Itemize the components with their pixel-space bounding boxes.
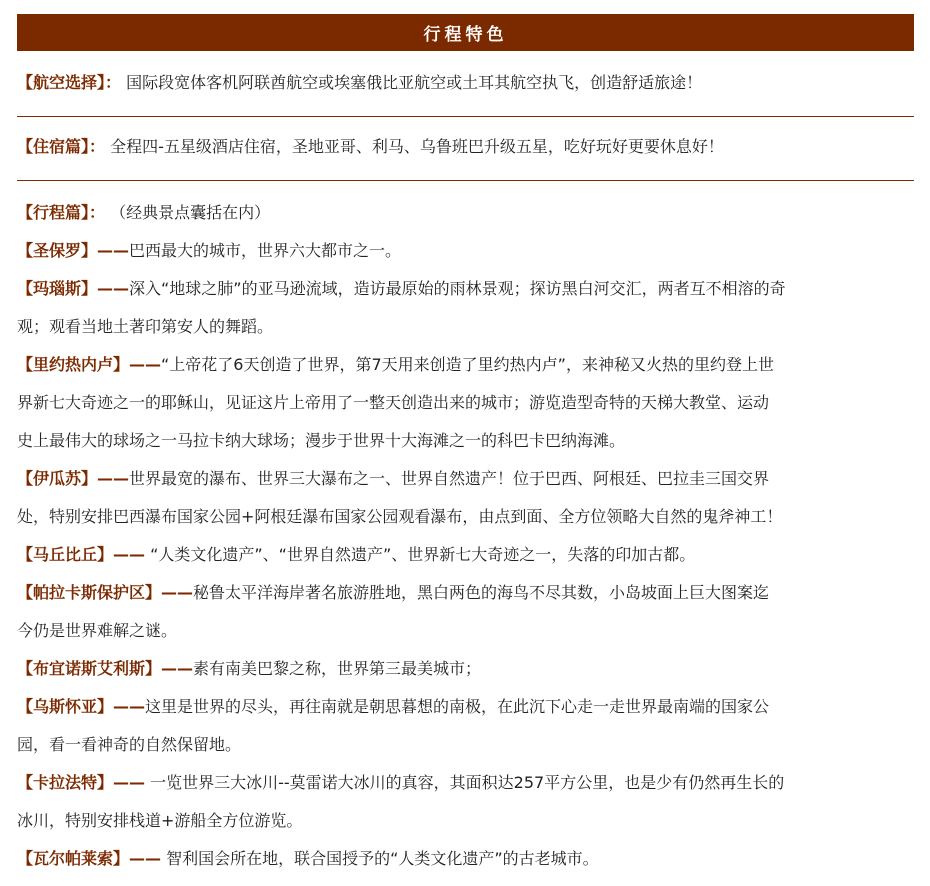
destination-line — [17, 498, 914, 536]
destination-text: 冰川，特别安排栈道+游船全方位游览。 — [17, 811, 303, 830]
lodging-separator: ： — [89, 137, 106, 156]
destination-line — [17, 384, 914, 422]
lodging-line — [17, 128, 914, 166]
destination-text: 观；观看当地土著印第安人的舞蹈。 — [17, 317, 274, 336]
destination-line — [17, 840, 914, 878]
destination-line — [17, 764, 914, 802]
destination-text: 史上最伟大的球场之一马拉卡纳大球场；漫步于世界十大海滩之一的科巴卡巴纳海滩。 — [17, 431, 626, 450]
destination-label: 【布宜诺斯艾利斯】 — [17, 659, 162, 678]
destination-line — [17, 346, 914, 384]
page-title: 行程特色 — [423, 25, 508, 45]
destination-dash: —— — [113, 697, 146, 716]
destination-dash: —— — [113, 545, 146, 564]
itinerary-section — [17, 194, 914, 878]
destination-line — [17, 536, 914, 574]
destination-item — [17, 232, 914, 270]
destination-label: 【圣保罗】 — [17, 241, 98, 260]
destination-text: 处，特别安排巴西瀑布国家公园+阿根廷瀑布国家公园观看瀑布，由点到面、全方位领略大自然的鬼斧神工！ — [17, 507, 783, 526]
itinerary-heading — [17, 194, 914, 232]
destination-text: 巴西最大的城市，世界六大都市之一。 — [129, 241, 402, 260]
destination-item — [17, 688, 914, 764]
destination-label: 【卡拉法特】 — [17, 773, 114, 792]
divider — [17, 116, 914, 117]
destination-label: 【玛瑙斯】 — [17, 279, 98, 298]
destination-label: 【帕拉卡斯保护区】 — [17, 583, 162, 602]
destination-line — [17, 422, 914, 460]
aviation-section — [17, 64, 914, 102]
destination-text: 世界最宽的瀑布、世界三大瀑布之一、世界自然遗产！位于巴西、阿根廷、巴拉圭三国交界 — [129, 469, 770, 488]
destination-text: 一览世界三大冰川--莫雷诺大冰川的真容，其面积达257平方公里，也是少有仍然再生长的 — [145, 773, 785, 792]
itinerary-label: 【行程篇】 — [17, 203, 90, 222]
destination-text: 这里是世界的尽头，再往南就是朝思暮想的南极，在此沉下心走一走世界最南端的国家公 — [145, 697, 770, 716]
destination-dash: —— — [97, 279, 130, 298]
destination-line — [17, 650, 914, 688]
destination-item — [17, 460, 914, 536]
lodging-section — [17, 128, 914, 166]
destination-text: 界新七大奇迹之一的耶稣山，见证这片上帝用了一整天创造出来的城市；游览造型奇特的天梯大教堂、运动 — [17, 393, 770, 412]
destination-item — [17, 574, 914, 650]
destination-item — [17, 840, 914, 878]
destination-item — [17, 536, 914, 574]
destination-item — [17, 270, 914, 346]
aviation-line — [17, 64, 914, 102]
destination-item — [17, 650, 914, 688]
destination-text: 素有南美巴黎之称，世界第三最美城市； — [193, 659, 482, 678]
aviation-text: 国际段宽体客机阿联酋航空或埃塞俄比亚航空或土耳其航空执飞，创造舒适旅途！ — [126, 73, 703, 92]
destination-dash: —— — [129, 849, 162, 868]
destination-dash: —— — [113, 773, 146, 792]
lodging-label: 【住宿篇】 — [17, 137, 90, 156]
destination-line — [17, 574, 914, 612]
destination-line — [17, 460, 914, 498]
divider — [17, 180, 914, 181]
destination-label: 【伊瓜苏】 — [17, 469, 98, 488]
destination-line — [17, 726, 914, 764]
itinerary-note: （经典景点囊括在内） — [110, 203, 271, 222]
destination-dash: —— — [161, 659, 194, 678]
destination-line — [17, 270, 914, 308]
destination-text: 园，看一看神奇的自然保留地。 — [17, 735, 242, 754]
destination-dash: —— — [97, 469, 130, 488]
destination-item — [17, 764, 914, 840]
header-bar — [17, 14, 914, 51]
destination-label: 【里约热内卢】 — [17, 355, 130, 374]
destination-text: 深入“地球之肺”的亚马逊流域，造访最原始的雨林景观；探访黑白河交汇，两者互不相溶的奇 — [129, 279, 786, 298]
destination-label: 【瓦尔帕莱索】 — [17, 849, 130, 868]
destination-text: “上帝花了6天创造了世界，第7天用来创造了里约热内卢”，来神秘又火热的里约登上世 — [161, 355, 774, 374]
destination-label: 【马丘比丘】 — [17, 545, 114, 564]
destination-line — [17, 802, 914, 840]
destination-label: 【乌斯怀亚】 — [17, 697, 114, 716]
destination-dash: —— — [97, 241, 130, 260]
destination-dash: —— — [129, 355, 162, 374]
itinerary-separator: ： — [89, 203, 106, 222]
destination-item — [17, 346, 914, 460]
aviation-separator: ： — [105, 73, 122, 92]
destination-text: 今仍是世界难解之谜。 — [17, 621, 178, 640]
destination-line — [17, 688, 914, 726]
destination-line — [17, 308, 914, 346]
destination-text: 智利国会所在地，联合国授予的“人类文化遗产”的古老城市。 — [161, 849, 599, 868]
destination-text: “人类文化遗产”、“世界自然遗产”、世界新七大奇迹之一，失落的印加古都。 — [145, 545, 696, 564]
destination-dash: —— — [161, 583, 194, 602]
destination-text: 秘鲁太平洋海岸著名旅游胜地，黑白两色的海鸟不尽其数，小岛坡面上巨大图案迄 — [193, 583, 770, 602]
aviation-label: 【航空选择】 — [17, 73, 106, 92]
destination-line — [17, 232, 914, 270]
lodging-text: 全程四-五星级酒店住宿，圣地亚哥、利马、乌鲁班巴升级五星，吃好玩好更要休息好！ — [110, 137, 724, 156]
destination-line — [17, 612, 914, 650]
